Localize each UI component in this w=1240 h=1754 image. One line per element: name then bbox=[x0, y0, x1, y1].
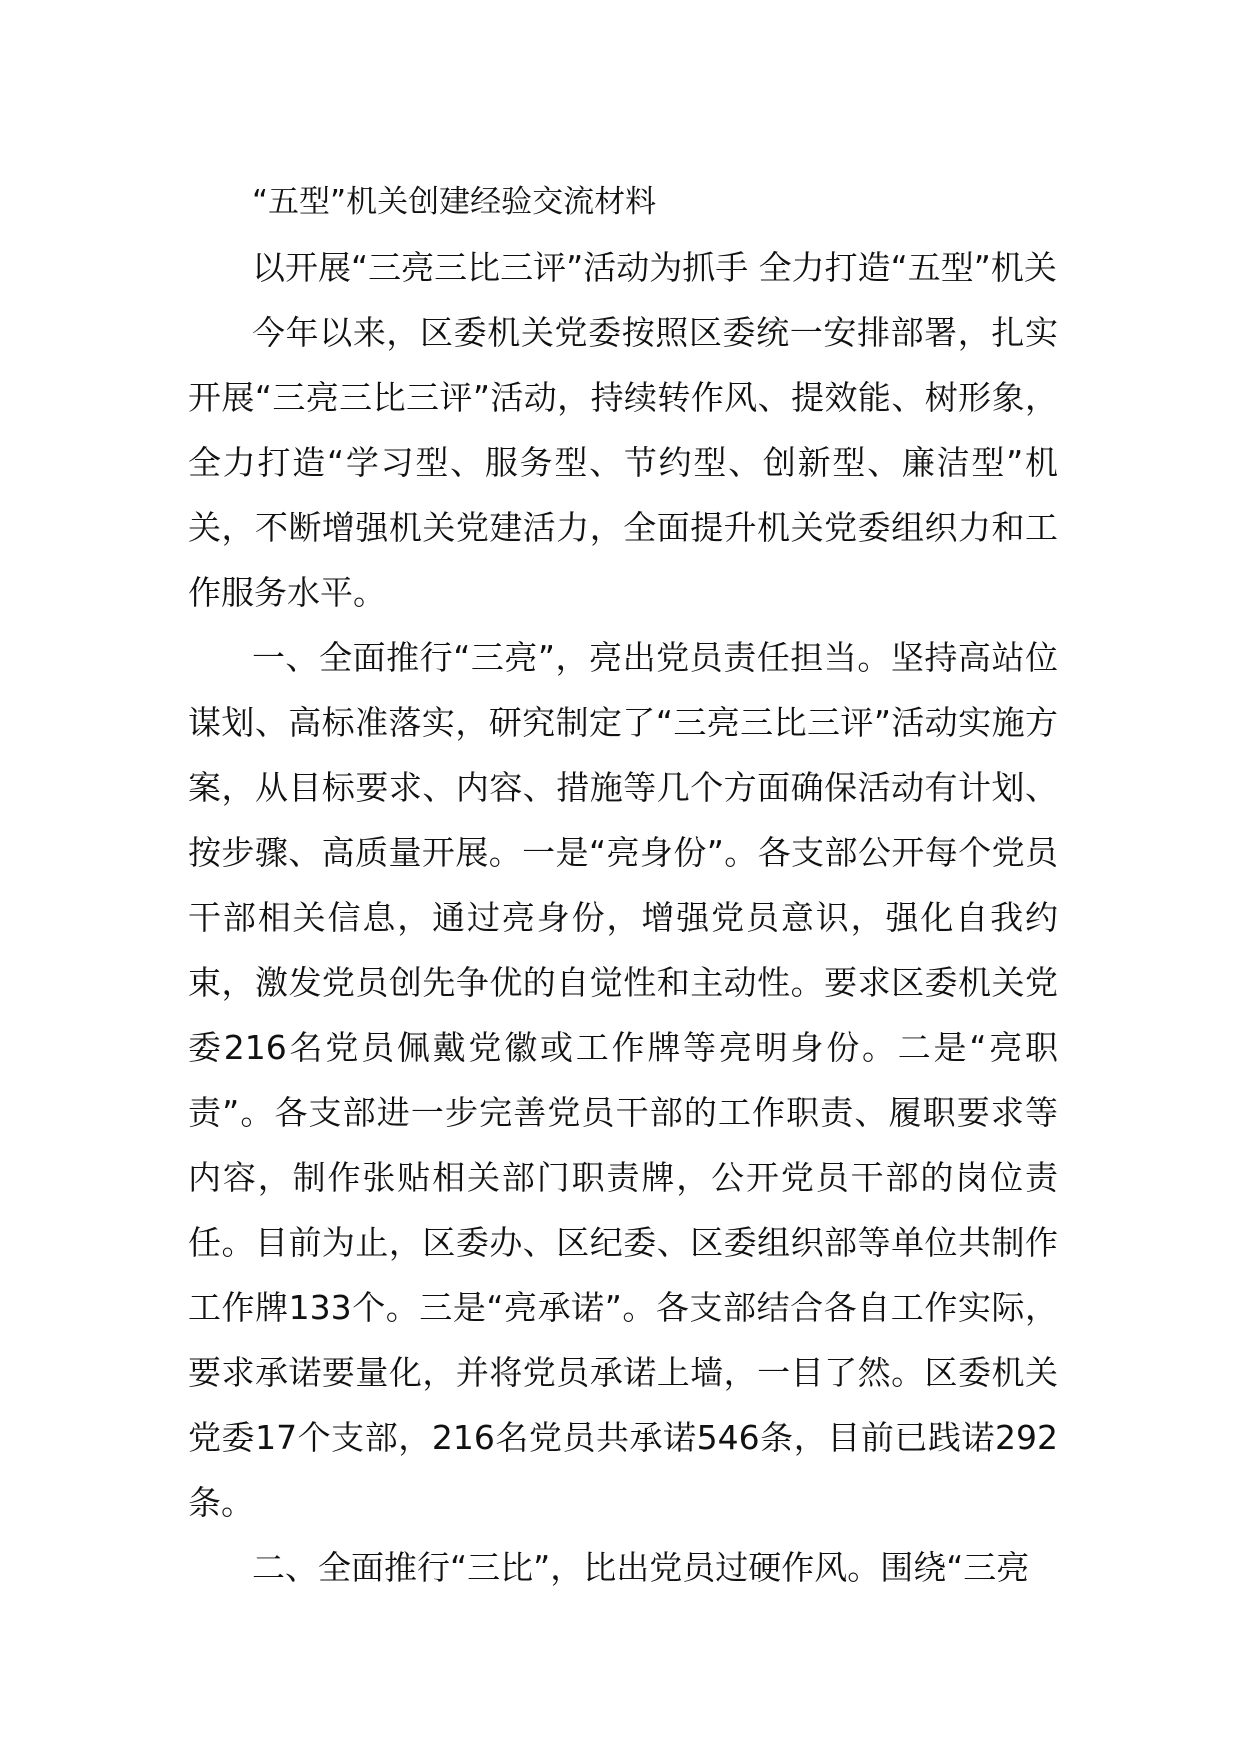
paragraph-section-one: 一、全面推行“三亮”，亮出党员责任担当。坚持高站位谋划、高标准落实，研究制定了“三亮三比三评”活动实施方案，从目标要求、内容、措施等几个方面确保活动有计划、按步骤、高质量开展。一是“亮身份”。各支部公开每个党员干部相关信息，通过亮身份，增强党员意识，强化自我约束，激发党员创先争优的自觉性和主动性。要求区委机关党委216名党员佩戴党徽或工作牌等亮明身份。二是“亮职责”。各支部进一步完善党员干部的工作职责、履职要求等内容，制作张贴相关部门职责牌，公开党员干部的岗位责任。目前为止，区委办、区纪委、区委组织部等单位共制作工作牌133个。三是“亮承诺”。各支部结合各自工作实际，要求承诺要量化，并将党员承诺上墙，一目了然。区委机关党委17个支部，216名党员共承诺546条，目前已践诺292条。 bbox=[188, 638, 1058, 1522]
document-title: “五型”机关创建经验交流材料 bbox=[252, 184, 657, 220]
paragraph-section-two: 二、全面推行“三比”，比出党员过硬作风。围绕“三亮 bbox=[252, 1548, 1030, 1587]
document-subtitle: 以开展“三亮三比三评”活动为抓手 全力打造“五型”机关 bbox=[252, 248, 1057, 287]
paragraph-intro: 今年以来，区委机关党委按照区委统一安排部署，扎实开展“三亮三比三评”活动，持续转作风、提效能、树形象，全力打造“学习型、服务型、节约型、创新型、廉洁型”机关，不断增强机关党建活力，全面提升机关党委组织力和工作服务水平。 bbox=[188, 313, 1058, 612]
document-page bbox=[188, 170, 1058, 1600]
